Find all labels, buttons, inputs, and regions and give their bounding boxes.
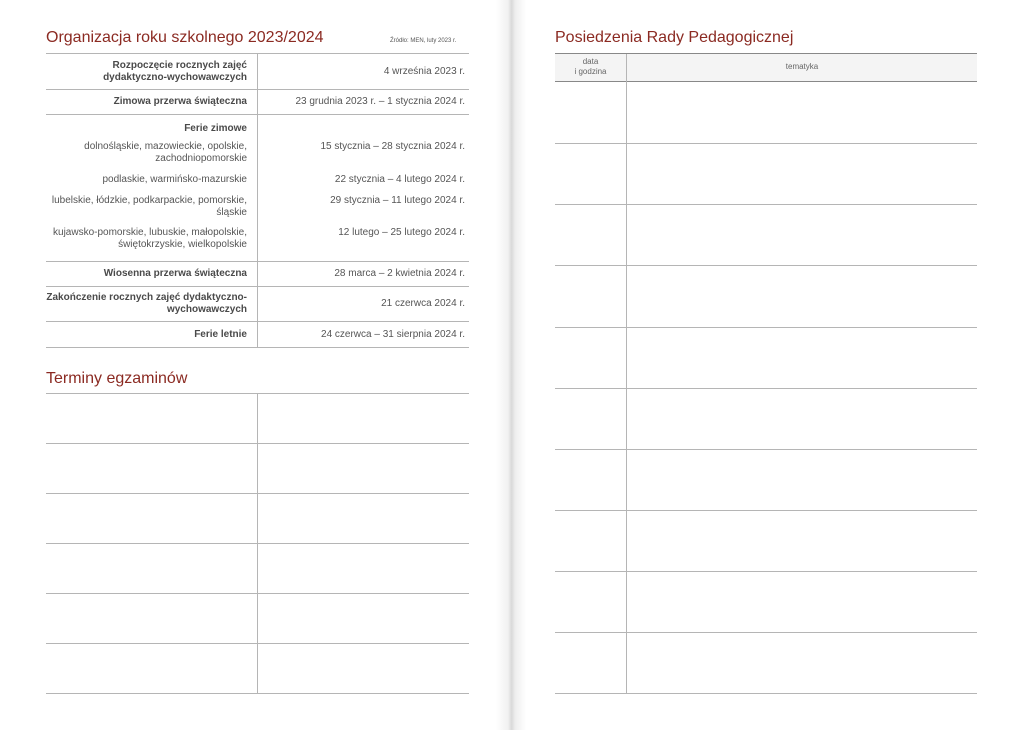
- winter-break-dates: 22 stycznia – 4 lutego 2024 r.: [334, 174, 465, 185]
- council-rule: [555, 327, 977, 328]
- col-header-topic: tematyka: [785, 62, 819, 71]
- right-page: [514, 0, 1024, 730]
- winter-break-dates: 15 stycznia – 28 stycznia 2024 r.: [320, 141, 465, 152]
- winter-break-regions: lubelskie, łódzkie, podkarpackie, pomorskie, śląskie: [51, 195, 247, 218]
- exam-rule: [46, 493, 469, 494]
- exam-rule: [46, 393, 469, 394]
- row-value-start: 4 września 2023 r.: [383, 66, 465, 77]
- council-rule: [555, 571, 977, 572]
- source-note: Źródło: MEN, luty 2023 r.: [390, 38, 457, 44]
- book-spine: [496, 0, 526, 730]
- row-value-spring-holiday: 28 marca – 2 kwietnia 2024 r.: [334, 268, 465, 279]
- council-rule: [555, 510, 977, 511]
- winter-break-dates: 29 stycznia – 11 lutego 2024 r.: [330, 195, 465, 206]
- winter-break-dates: 12 lutego – 25 lutego 2024 r.: [338, 227, 465, 238]
- council-title: Posiedzenia Rady Pedagogicznej: [555, 29, 794, 46]
- council-rule: [555, 388, 977, 389]
- exam-rule: [46, 443, 469, 444]
- council-rule: [555, 143, 977, 144]
- row-value-winter-holiday: 23 grudnia 2023 r. – 1 stycznia 2024 r.: [295, 96, 465, 107]
- council-rule: [555, 204, 977, 205]
- row-label-winter-holiday: Zimowa przerwa świąteczna: [113, 96, 247, 107]
- row-label-summer: Ferie letnie: [194, 329, 247, 340]
- left-page: [0, 0, 510, 730]
- row-label-start: Rozpoczęcie rocznych zajęć dydaktyczno-wychowawczych: [103, 60, 247, 83]
- exam-rule: [46, 543, 469, 544]
- winter-break-heading: Ferie zimowe: [184, 123, 247, 134]
- council-rule: [555, 449, 977, 450]
- exams-title: Terminy egzaminów: [46, 370, 188, 387]
- council-rule: [555, 632, 977, 633]
- row-value-summer: 24 czerwca – 31 sierpnia 2024 r.: [321, 329, 465, 340]
- council-rule: [555, 265, 977, 266]
- winter-break-regions: kujawsko-pomorskie, lubuskie, małopolskie, świętokrzyskie, wielkopolskie: [53, 227, 247, 250]
- winter-break-regions: dolnośląskie, mazowieckie, opolskie, zachodniopomorskie: [84, 141, 247, 164]
- row-value-end: 21 czerwca 2024 r.: [381, 298, 465, 309]
- exam-rule: [46, 693, 469, 694]
- row-label-spring-holiday: Wiosenna przerwa świąteczna: [103, 268, 247, 279]
- exam-rule: [46, 593, 469, 594]
- row-label-end: Zakończenie rocznych zajęć dydaktyczno-wychowawczych: [46, 292, 247, 315]
- school-year-title: Organizacja roku szkolnego 2023/2024: [46, 29, 324, 46]
- exam-rule: [46, 643, 469, 644]
- winter-break-regions: podlaskie, warmińsko-mazurskie: [102, 174, 247, 185]
- col-header-date: data i godzina: [574, 57, 607, 76]
- council-rule: [555, 693, 977, 694]
